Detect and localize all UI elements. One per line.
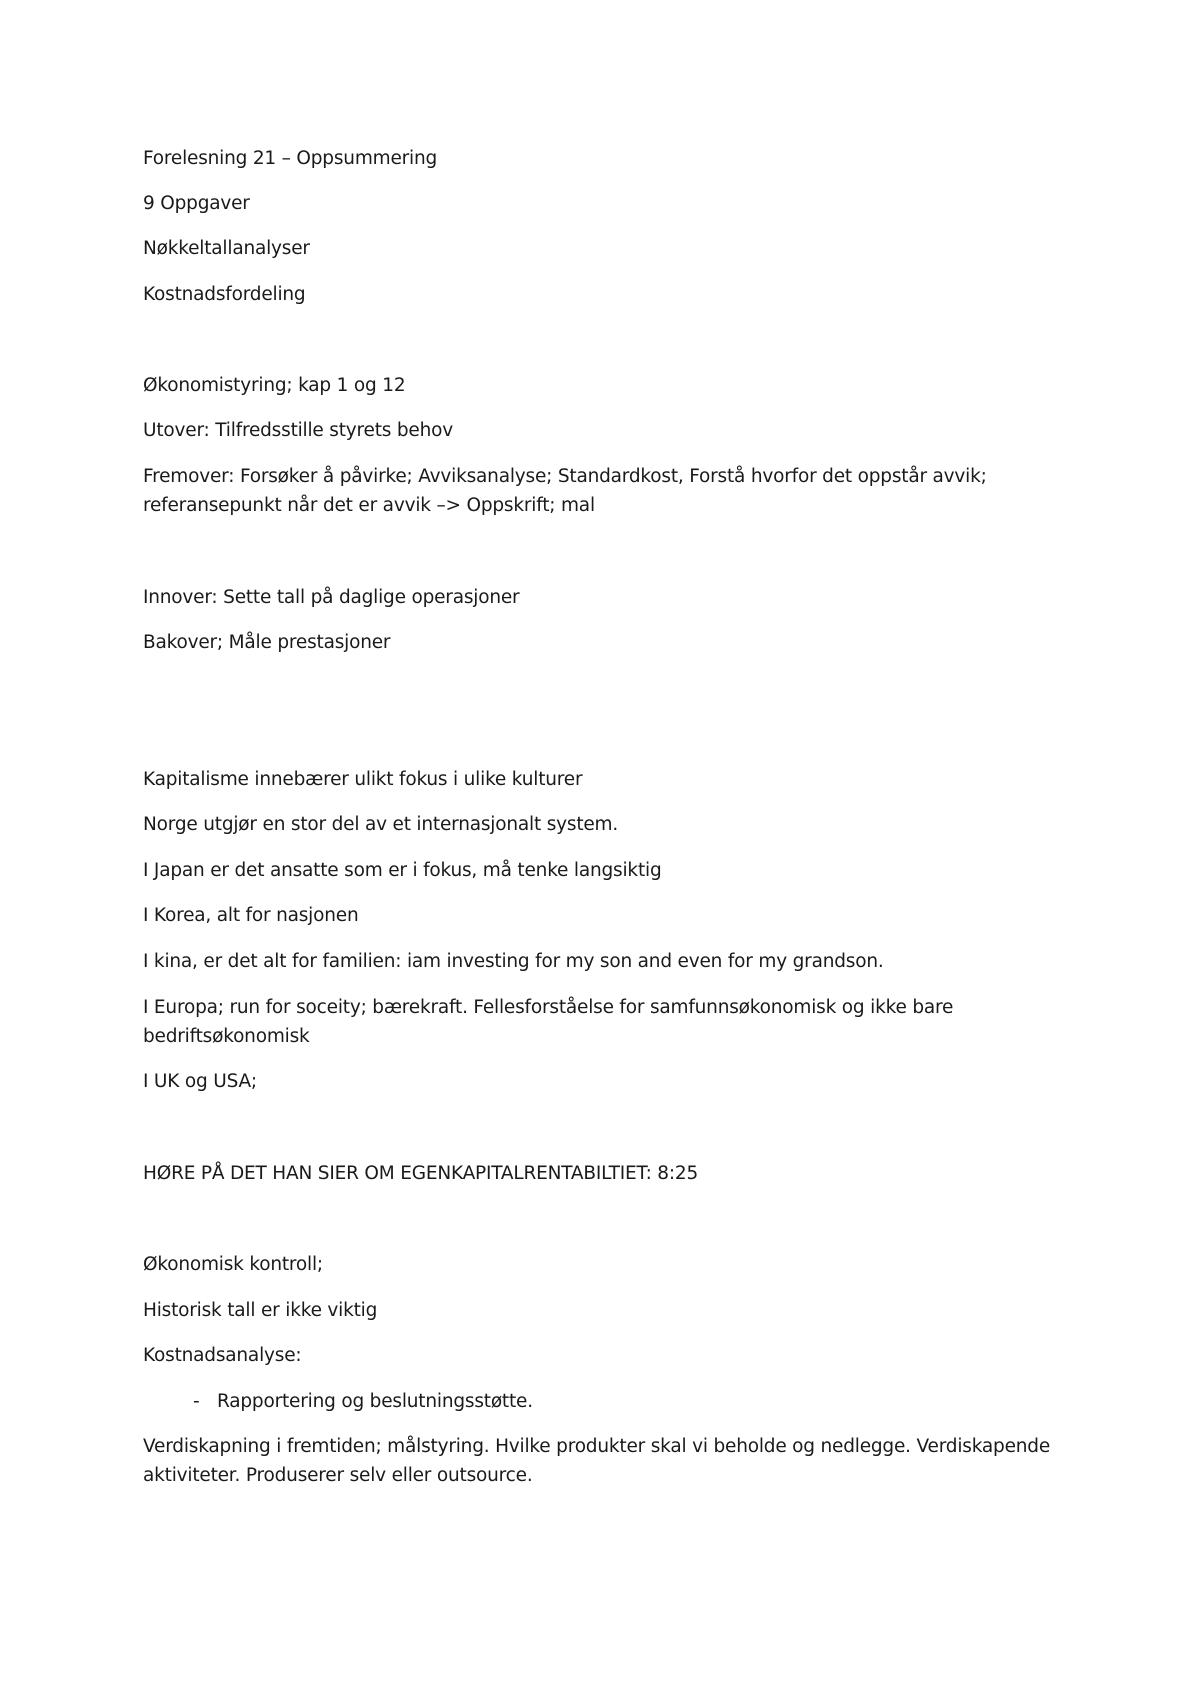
text-line: I UK og USA; xyxy=(143,1071,257,1092)
text-line: Innover: Sette tall på daglige operasjoner xyxy=(143,587,520,608)
text-line: Utover: Tilfredsstille styrets behov xyxy=(143,420,454,441)
text-line: I Japan er det ansatte som er i fokus, må tenke langsiktig xyxy=(143,860,662,881)
text-line: bedriftsøkonomisk xyxy=(143,1026,310,1047)
list-dash: - xyxy=(193,1391,200,1412)
text-line: Historisk tall er ikke viktig xyxy=(143,1300,378,1321)
text-line: I kina, er det alt for familien: iam investing for my son and even for my grandson. xyxy=(143,951,884,972)
text-line: Økonomisk kontroll; xyxy=(143,1254,323,1275)
text-line: Nøkkeltallanalyser xyxy=(143,238,310,259)
text-line: Kostnadsfordeling xyxy=(143,284,306,305)
document-title: Forelesning 21 – Oppsummering xyxy=(143,148,438,169)
text-line: I Europa; run for soceity; bærekraft. Fellesforståelse for samfunnsøkonomisk og ikke bare xyxy=(143,997,954,1018)
list-item xyxy=(193,1387,533,1416)
text-line: Kostnadsanalyse: xyxy=(143,1345,302,1366)
text-line: I Korea, alt for nasjonen xyxy=(143,905,359,926)
text-line: referansepunkt når det er avvik –> Oppskrift; mal xyxy=(143,495,595,516)
text-line: Økonomistyring; kap 1 og 12 xyxy=(143,375,406,396)
text-line: 9 Oppgaver xyxy=(143,193,250,214)
list-item-text: Rapportering og beslutningsstøtte. xyxy=(217,1391,533,1412)
text-line: aktiviteter. Produserer selv eller outsource. xyxy=(143,1465,533,1486)
text-line: Norge utgjør en stor del av et internasjonalt system. xyxy=(143,814,619,835)
text-line: HØRE PÅ DET HAN SIER OM EGENKAPITALRENTABILTIET: 8:25 xyxy=(143,1163,699,1184)
text-line: Bakover; Måle prestasjoner xyxy=(143,632,391,653)
text-line: Verdiskapning i fremtiden; målstyring. Hvilke produkter skal vi beholde og nedlegge. Verdiskapende xyxy=(143,1436,1051,1457)
text-line: Fremover: Forsøker å påvirke; Avviksanalyse; Standardkost, Forstå hvorfor det oppstår avvik; xyxy=(143,466,987,487)
text-line: Kapitalisme innebærer ulikt fokus i ulike kulturer xyxy=(143,769,583,790)
